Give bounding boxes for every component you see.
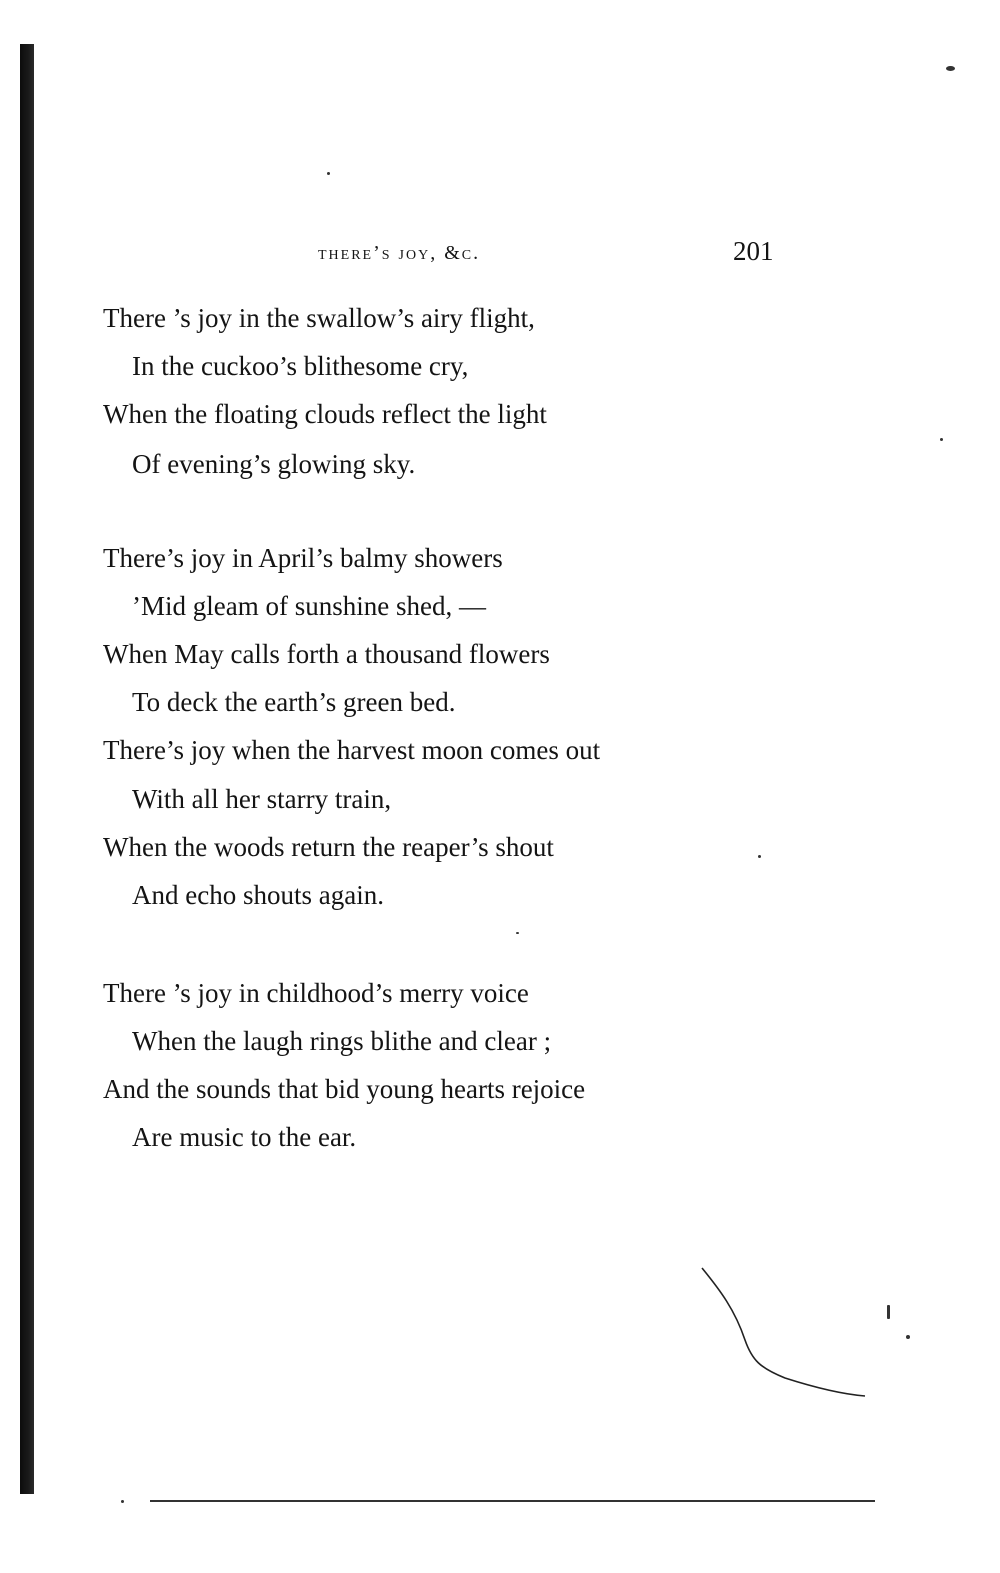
poem-line: When the floating clouds reflect the light (103, 399, 547, 429)
pencil-mark (690, 1260, 880, 1410)
poem-line: In the cuckoo’s blithesome cry, (132, 351, 469, 381)
poem-line: There ’s joy in the swallow’s airy flight, (103, 303, 535, 333)
poem-line: There’s joy when the harvest moon comes out (103, 735, 601, 765)
poem-line: Are music to the ear. (132, 1122, 357, 1152)
poem-line: When the laugh rings blithe and clear ; (132, 1026, 552, 1056)
paper-speck (758, 855, 761, 858)
poem-line: ’Mid gleam of sunshine shed, — (132, 591, 486, 621)
paper-speck (940, 438, 943, 441)
poem-line: And echo shouts again. (132, 880, 384, 910)
running-head (0, 236, 1000, 276)
bottom-rule (150, 1500, 875, 1502)
paper-speck (906, 1335, 910, 1339)
poem-line: To deck the earth’s green bed. (132, 687, 456, 717)
paper-speck (946, 66, 955, 71)
paper-speck (327, 172, 330, 175)
poem-line: Of evening’s glowing sky. (132, 449, 416, 479)
paper-speck (887, 1305, 890, 1319)
poem-line: When May calls forth a thousand flowers (103, 639, 550, 669)
page-number: 201 (733, 236, 774, 266)
poem-line: When the woods return the reaper’s shout (103, 832, 554, 862)
poem-line: With all her starry train, (132, 784, 392, 814)
paper-speck (516, 932, 519, 934)
running-title: there’s joy, &c. (318, 242, 481, 264)
poem-line: There ’s joy in childhood’s merry voice (103, 978, 529, 1008)
poem-line: And the sounds that bid young hearts rejoice (103, 1074, 586, 1104)
paper-speck (121, 1500, 124, 1503)
poem-line: There’s joy in April’s balmy showers (103, 543, 503, 573)
